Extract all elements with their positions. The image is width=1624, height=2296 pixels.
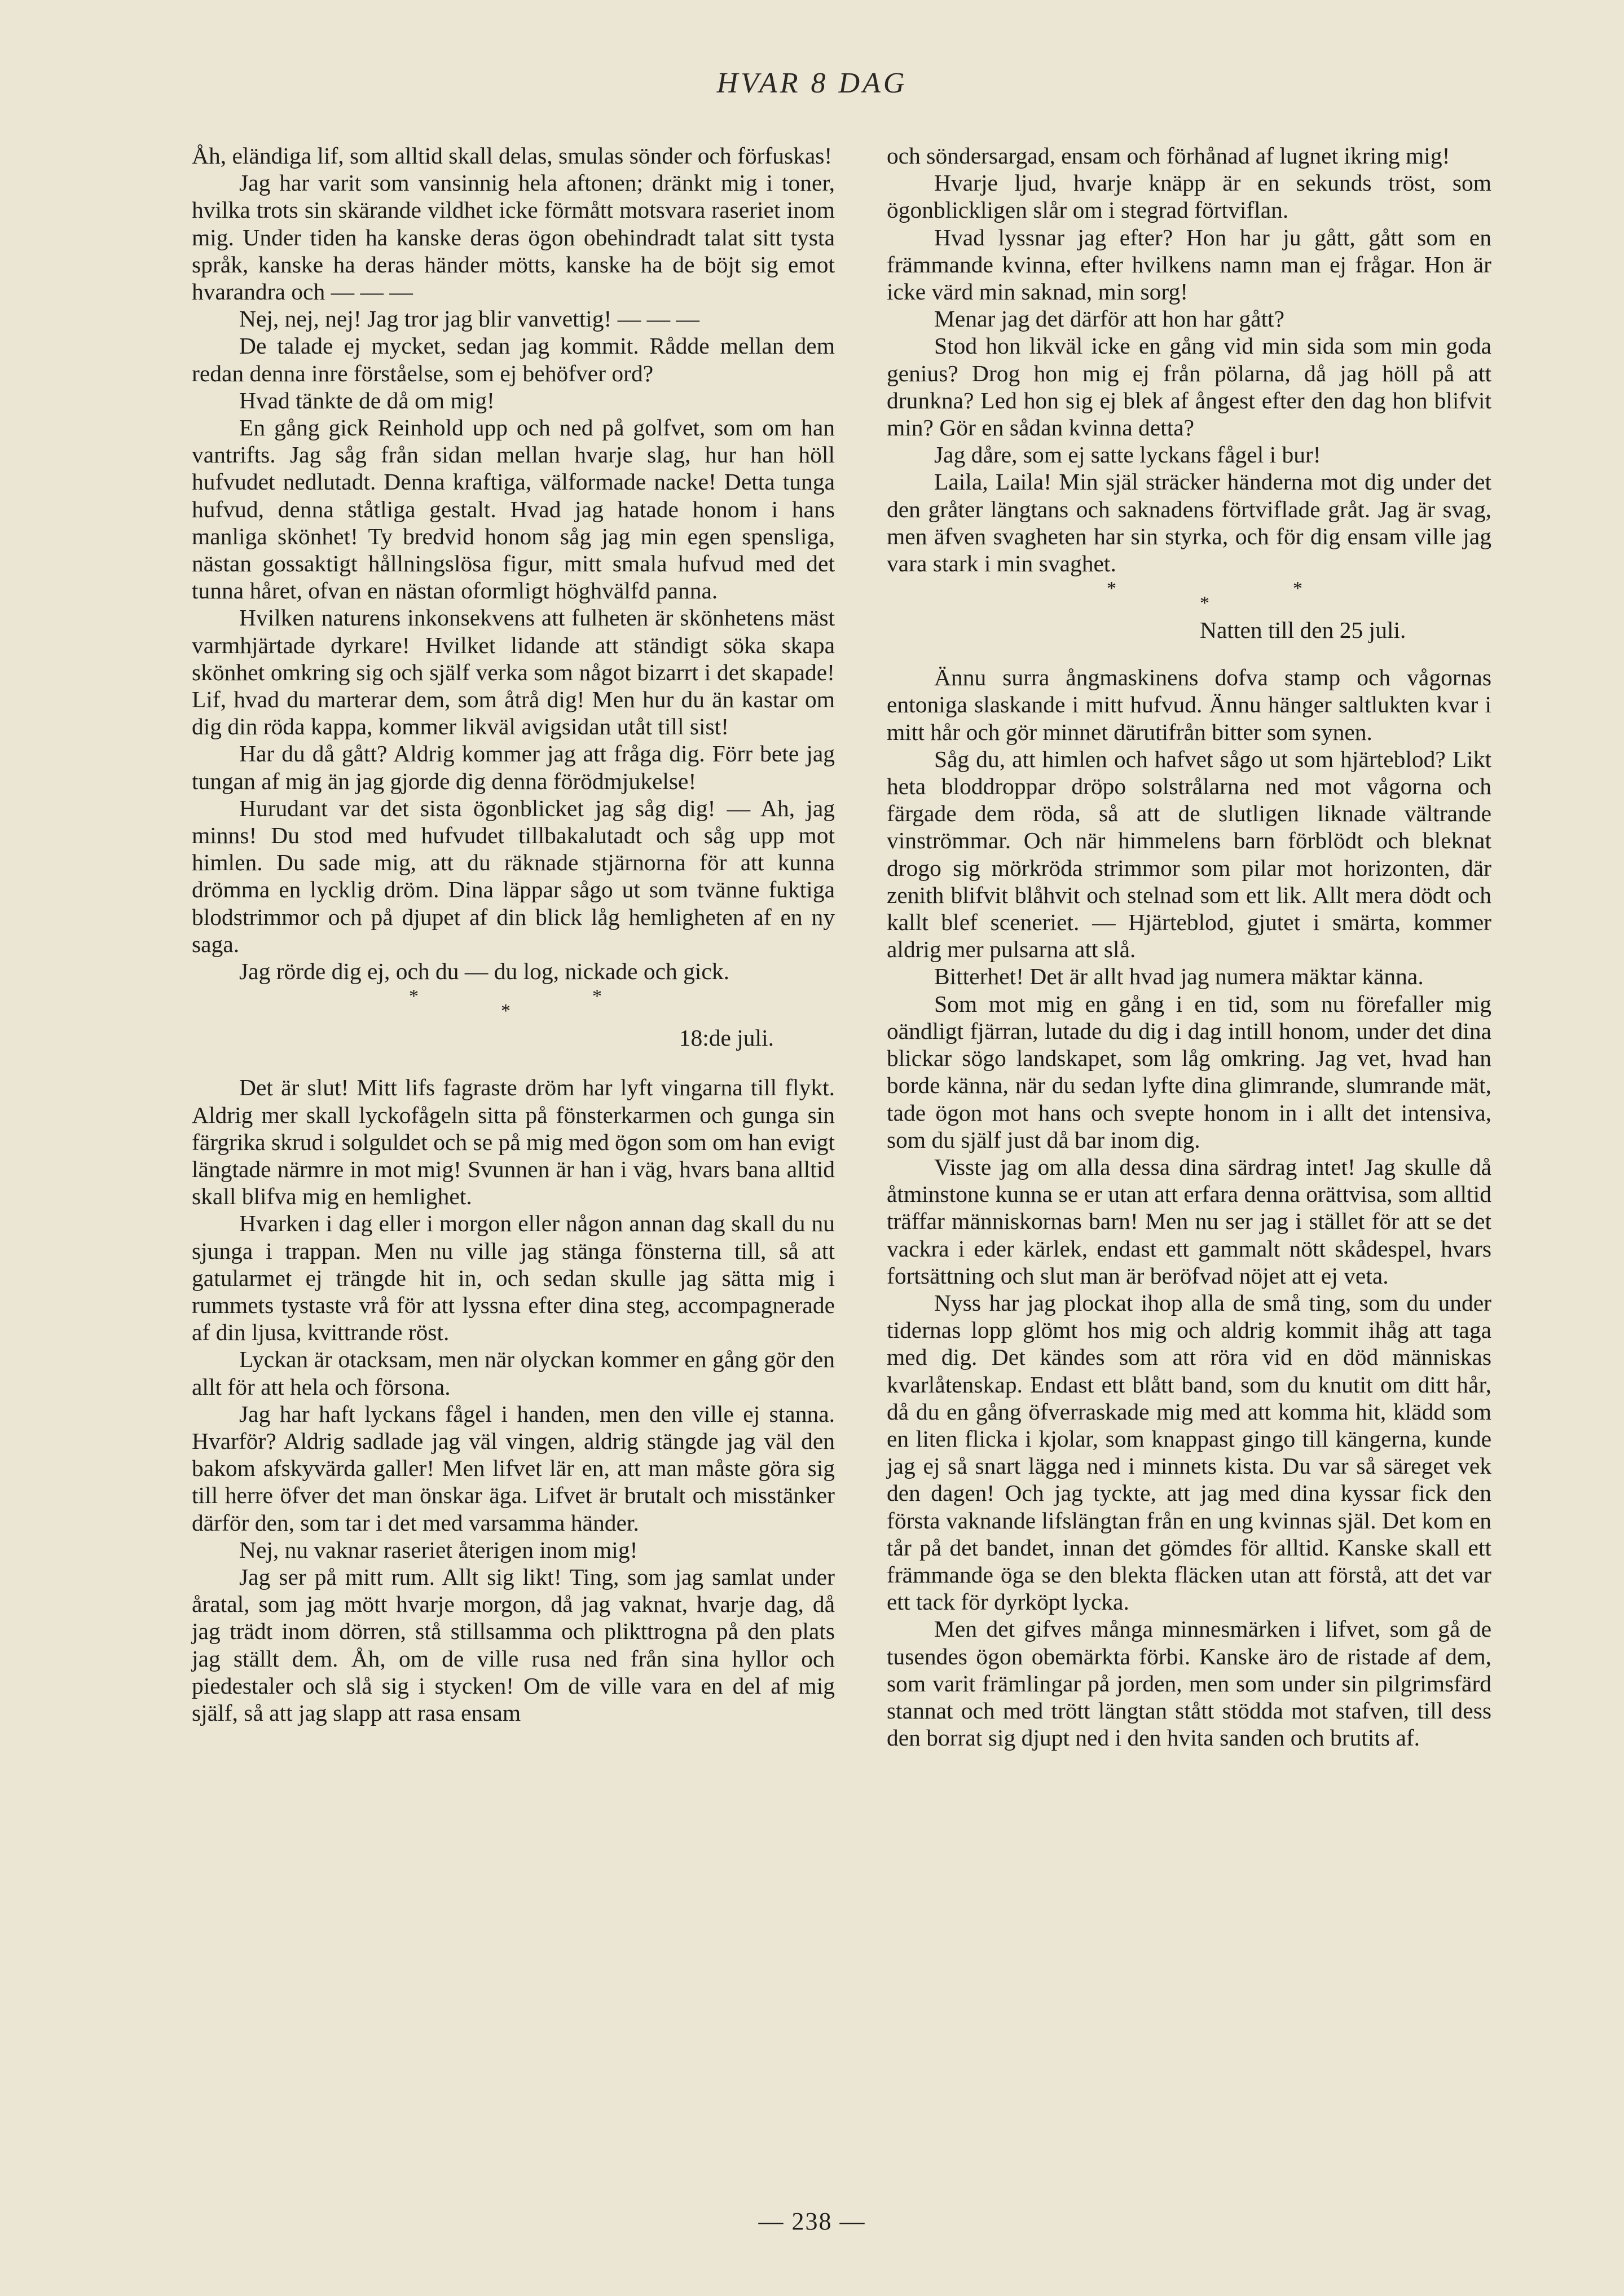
paragraph: och söndersargad, ensam och förhånad af lugnet ikring mig! [887,143,1450,169]
paragraph: Bitterhet! Det är allt hvad jag numera mäktar känna. [934,963,1424,990]
right-column [887,142,1491,1751]
running-header: HVAR 8 DAG [716,67,908,99]
left-column [192,142,835,1726]
star-glyph: * [1293,578,1302,600]
paragraph: Lyckan är otacksam, men när olyckan kommer en gång gör den allt för att hela och försona. [192,1346,835,1400]
entry-date: 18:de juli. [679,1025,774,1051]
paragraph: Hvarken i dag eller i morgon eller någon annan dag skall du nu sjunga i trappan. Men nu ville jag stänga fönsterna till, så att gatularmet ej trängde hit in, och sedan skulle jag sätta mig i rummets tystaste vrå för att lyssna efter dina steg, accompagnerade af din ljusa, kvittrande röst. [192,1210,835,1346]
paragraph: Hvarje ljud, hvarje knäpp är en sekunds tröst, som ögonblickligen slår om i stegrad förtviflan. [887,170,1491,223]
paragraph: Som mot mig en gång i en tid, som nu förefaller mig oändligt fjärran, lutade du dig i dag intill honom, under det dina blickar sögo landskapet, som låg omkring. Jag vet, hvad han borde känna, när du sedan lyfte dina glimrande, slumrande mät, tade ögon mot hans och svepte honom in i allt det intensiva, som du själf just då bar inom dig. [887,990,1491,1153]
paragraph: Hvilken naturens inkonsekvens att fulheten är skönhetens mäst varmhjärtade dyrkare! Hvilket lidande att ständigt söka skapa skönhet omkring sig och själf verka som något bizarrt i det skapade! Lif, hvad du marterar dem, som åtrå dig! Men hur du än kastar om dig din röda kappa, kommer likväl avigsidan utåt till sist! [192,605,835,740]
paragraph: Visste jag om alla dessa dina särdrag intet! Jag skulle då åtminstone kunna se er utan att erfara denna orättvisa, som alltid träffar människornas barn! Men nu ser jag i stället för att se det vackra i eder kärlek, endast ett gammalt nött skådespel, hvars fortsättning och slut man är beröfvad nöjet att ej veta. [887,1153,1491,1289]
paragraph: Hurudant var det sista ögonblicket jag såg dig! — Ah, jag minns! Du stod med hufvudet tillbakalutadt och såg upp mot himlen. Du sade mig, att du räknade stjärnorna för att kunna drömma en lycklig dröm. Dina läppar sågo ut som tvänne fuktiga blodstrimmor och på djupet af din blick låg hemligheten af en ny saga. [192,795,835,957]
star-glyph: * [1200,593,1209,614]
paragraph: Såg du, att himlen och hafvet sågo ut som hjärteblod? Likt heta bloddroppar dröpo solstrålarna ned mot vågorna och färgade dem röda, så att de slutligen liknade vältrande vinströmmar. Och när himmelens barn förblödt och bleknat drogo sig mörkröda strimmor som pilar mot horizonten, där zenith blifvit blåhvit och stelnad som ett lik. Allt mera dödt och kallt blef sceneriet. — Hjärteblod, gjutet i smärta, kommer aldrig mer pulsarna att slå. [887,746,1491,963]
paragraph: En gång gick Reinhold upp och ned på golfvet, som om han vantrifts. Jag såg från sidan mellan hvarje slag, hur han höll hufvudet nedlutadt. Denna kraftiga, välformade nacke! Detta tunga hufvud, denna ståtliga gestalt. Hvad jag hatade honom i hans manliga skönhet! Ty bredvid honom såg jag min egen spensliga, nästan gossaktigt hållningslösa figur, mitt smala hufvud med det tunna håret, ofvan en nästan oformligt höghvälfd panna. [192,415,835,604]
paragraph: Ännu surra ångmaskinens dofva stamp och vågornas entoniga slaskande i mitt hufvud. Ännu hänger saltlukten kvar i mitt hår och gör minnet därutifrån bitter som synen. [887,664,1491,745]
paragraph: Menar jag det därför att hon har gått? [934,306,1285,332]
paragraph: Har du då gått? Aldrig kommer jag att fråga dig. Förr bete jag tungan af mig än jag gjorde dig denna förödmjukelse! [192,741,835,794]
paragraph: Stod hon likväl icke en gång vid min sida som min goda genius? Drog hon mig ej från pölarna, då jag höll på att drunkna? Led hon sig ej blek af ångest efter den dag hon blifvit min? Gör en sådan kvinna detta? [887,333,1491,441]
paragraph: Hvad lyssnar jag efter? Hon har ju gått, gått som en främmande kvinna, efter hvilkens namn man ej frågar. Hon är icke värd min saknad, min sorg! [887,224,1491,305]
section-divider-stars [887,577,1491,616]
section-divider-stars [192,985,835,1024]
paragraph: Hvad tänkte de då om mig! [239,387,495,413]
paragraph: Åh, eländiga lif, som alltid skall delas, smulas sönder och förfuskas! [192,143,833,169]
paragraph: Jag dåre, som ej satte lyckans fågel i bur! [934,442,1321,468]
paragraph: Laila, Laila! Min själ sträcker händerna mot dig under det den gråter längtans och saknadens förtviflade gråt. Jag är svag, men äfven svagheten har sin styrka, och för dig ensam ville jag vara stark i min svaghet. [887,469,1491,577]
paragraph: Jag rörde dig ej, och du — du log, nickade och gick. [239,958,729,985]
star-glyph: * [1107,578,1116,600]
paragraph: Nyss har jag plockat ihop alla de små ting, som du under tidernas lopp glömt hos mig och aldrig kommit ihåg att taga med dig. Det kändes som att röra vid en död människas kvarlåtenskap. Endast ett blått band, som du knutit om ditt hår, då du en gång öfverraskade mig med att komma hit, klädd som en liten flicka i kjolar, som knappast gingo till kängerna, kunde jag ej så snart lägga ned i minnets kista. Du var så säreget vek den dagen! Och jag tyckte, att jag med dina kyssar fick den första vaknande lifslängtan från en ung kvinnas själ. Det kom en tår på det bandet, innan det gömdes för alltid. Kanske skall ett främmande öga se den blekta fläcken utan att förstå, att det var ett tack för dyrköpt lycka. [887,1289,1491,1615]
paragraph: De talade ej mycket, sedan jag kommit. Rådde mellan dem redan denna inre förståelse, som ej behöfver ord? [192,333,835,386]
paragraph: Jag har varit som vansinnig hela aftonen; dränkt mig i toner, hvilka trots sin skärande vildhet icke förmått motsvara raseriet inom mig. Under tiden ha kanske deras ögon obehindradt talat sitt tysta språk, kanske ha deras händer mötts, kanske ha de böjt sig emot hvarandra och — — — [192,170,835,305]
paragraph: Nej, nej, nej! Jag tror jag blir vanvettig! — — — [239,306,699,332]
page-number: — 238 — [758,2207,866,2235]
paragraph: Nej, nu vaknar raseriet återigen inom mig! [239,1536,638,1563]
star-glyph: * [501,1001,510,1022]
entry-date: Natten till den 25 juli. [1200,617,1406,644]
star-glyph: * [409,986,419,1007]
paragraph: Jag har haft lyckans fågel i handen, men den ville ej stanna. Hvarför? Aldrig sadlade jag väl vingen, aldrig stängde jag väl den bakom afskyvärda galler! Men lifvet lär en, att man måste göra sig till herre öfver det man önskar äga. Lifvet är brutalt och misstänker därför den, som tar i det med varsamma händer. [192,1400,835,1536]
star-glyph: * [592,986,602,1007]
paragraph: Det är slut! Mitt lifs fagraste dröm har lyft vingarna till flykt. Aldrig mer skall lyckofågeln sitta på fönsterkarmen och gunga sin färgrika skrud i solguldet och se på mig med ögon som om han evigt längtade närmre in mot mig! Svunnen är han i väg, hvars bana alltid skall blifva mig en hemlighet. [192,1074,835,1210]
paragraph: Jag ser på mitt rum. Allt sig likt! Ting, som jag samlat under åratal, som jag mött hvarje morgon, då jag vaknat, hvarje dag, då jag trädt inom dörren, stå stillsamma och plikttrogna på den plats jag ställt dem. Åh, om de ville rusa ned från sina hyllor och piedestaler och slå sig i stycken! Om de ville vara en del af mig själf, så att jag slapp att rasa ensam [192,1563,835,1726]
paragraph: Men det gifves många minnesmärken i lifvet, som gå de tusendes ögon obemärkta förbi. Kanske äro de ristade af dem, som varit främlingar på jorden, men som under sin pilgrimsfärd stannat och med trött längtan stått stödda mot stafven, till dess den borrat sig djupt ned i den hvita sanden och brutits af. [887,1616,1491,1751]
